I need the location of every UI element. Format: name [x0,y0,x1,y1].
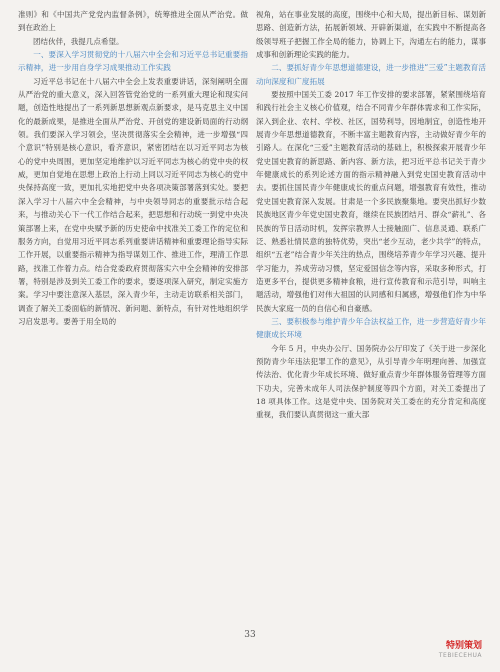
section-heading: 三、要积极参与维护青少年合法权益工作，进一步营造好青少年健康成长环境 [256,316,486,340]
brand-subtitle: TEBIECEHUA [438,652,482,659]
paragraph: 团结伙伴，我提几点希望。 [33,36,124,46]
left-column [18,8,248,328]
section-brand [439,641,482,660]
section-heading: 一、要深入学习贯彻党的十八届六中全会和习近平总书记重要指示精神，进一步用自身学习成果推动工作实践 [18,50,248,73]
paragraph: 习近平总书记在十八届六中全会上发表重要讲话，深刻阐明全面从严治党的重大意义，深入回答管党治党的一系列重大理论和现实问题，创造性地提出了一系列新思想新观点新要求，是马克思主义中国化的最新成果，是推进全面从严治党、开创党的建设新局面的行动纲领。我们要深入学习领会，坚决贯彻落实全会精神，进一步增强“四个意识”特别是核心意识，看齐意识，紧密团结在以习近平同志为核心的党中央周围，更加坚定地维护以习近平同志为核心的党中央的权威，更加自觉地在思想上政治上行动上同以习近平同志为核心的党中央保持高度一致，更加扎实地把党中央各项决策部署落到实处。要把深入学习十八届六中全会精神，与中央领导同志的重要批示结合起来，与推动关心下一代工作结合起来，把思想和行动统一到党中央决策部署上来，在党中央赋予新的历史使命中找准关工委工作的定位和服务方向，自觉用习近平同志系列重要讲话精神和重要理论指导实际工作开展，以重要指示精神为指导谋划工作、推进工作，理清工作思路，找准工作着力点。结合党委政府贯彻落实六中全会精神的安排部署，特别是涉及到关工委工作的要求，要逐项深入研究，制定实施方案。学习中要注意深入基层，深入青少年，主动走访联系相关部门，调查了解关工委面临的新情况、新问题、新特点，有针对性地组织学习启发思考。要善于用全局的 [18,76,248,326]
brand-name: 特别策划 [445,641,482,651]
section-heading: 二、要抓好青少年思想道德建设，进一步推进“三爱”主题教育活动向深度和广度拓展 [256,63,486,86]
paragraph: 准则》和《中国共产党党内监督条例》，统筹推进全面从严治党。做到在政治上 [18,10,248,33]
paragraph: 要按照中国关工委 2017 年工作安排的要求部署，紧紧围绕培育和践行社会主义核心价值观，结合不同青少年群体需求和工作实际，深入到企业、农村、学校、社区，国势利导，因地制宜，创造性地开展青少年思想道德教育，不断丰富主题教育内容，主动做好青少年的引路人。在深化“三爱”主题教育活动的基础上，积极探索开展青少年党史国史教育的新思路、新内容、新方法，把习近平总书记关于青少年健康成长的系列论述方面的指示精神融入到党史国史教育活动中去。要抓住国民青少年健康成长的重点问题，增强教育有效性，推动党史国史教育深入发展。甘肃是一个多民族聚集地。要突出抓好少数民族地区青少年党史国史教育，继续在民族团结月、群众“薪礼”、各民族的节日活动时机，发挥宗教界人士接触面广、信息灵通、联系广泛、熟悉社情民意的独特优势，突出“老少互动，老少共学”的特点，组织“五老”结合青少年关注的热点，围绕培养青少年学习兴趣、提升学习能力，养成劳动习惯，坚定爱国信念等内容，采取多种形式，打造更多平台，提供更多精神食粮，进行宣传教育和示范引导，叫响主题活动，增强他们对伟大祖国的认同感和归属感，增强他们作为中华民族大家庭一员的自信心和自豪感。 [256,90,486,313]
page-number: 33 [244,630,256,640]
right-column [256,8,486,422]
paragraph: 今年 5 月，中央办公厅、国务院办公厅印发了《关于进一步深化预防青少年违法犯罪工作的意见》，从引导青少年明理向善、加强宣传法治、优化青少年成长环境、做好重点青少年群体服务管理等方面下功夫，完善未成年人司法保护制度等四个方面，对关工委提出了 18 项具体工作。这是党中央、国务院对关工委在的充分肯定和高度重视，我们要认真贯彻这一重大部 [256,343,486,420]
paragraph: 视角，站在事业发展的高度，围绕中心和大局，提出新目标、谋划新思路、创造新方法，拓展新领域、开辟新渠道，在实践中不断提高各级领导班子把握工作全局的能力，协调上下，沟通左右的能力，谋事成事和创新理论实践的能力。 [256,10,486,60]
